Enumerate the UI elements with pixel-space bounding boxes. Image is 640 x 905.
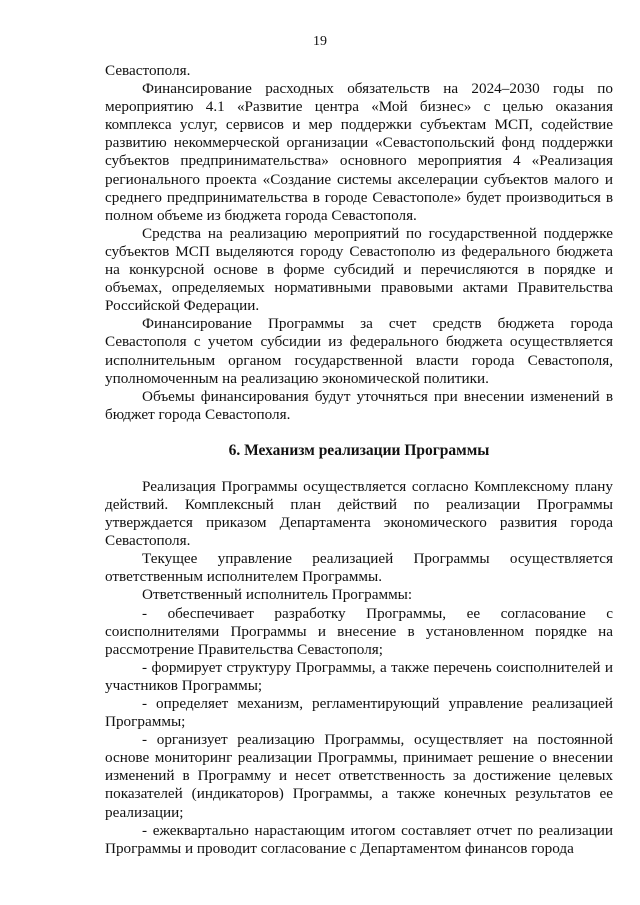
paragraph-financing-volumes: Объемы финансирования будут уточняться при внесении изменений в бюджет города Севастополя.	[105, 387, 613, 423]
list-item-development: - обеспечивает разработку Программы, ее согласование с соисполнителями Программы и внесение в установленном порядке на рассмотрение Правительства Севастополя;	[105, 604, 613, 658]
paragraph-executor-intro: Ответственный исполнитель Программы:	[142, 586, 413, 604]
list-item-mechanism: - определяет механизм, регламентирующий управление реализацией Программы;	[105, 695, 613, 731]
paragraph-federal-funds: Средства на реализацию мероприятий по государственной поддержке субъектов МСП выделяются городу Севастополю из федерального бюджета на конкурсной основе в форме субсидий и перечисляются в порядке и объемах, определяемых нормативными правовыми актами Правительства Российской Федерации.	[105, 224, 613, 315]
paragraph-current-management: Текущее управление реализацией Программы осуществляется ответственным исполнителем Программы.	[105, 550, 613, 586]
list-item-organization: - организует реализацию Программы, осуществляет на постоянной основе мониторинг реализации Программы, принимает решение о внесении изменений в Программу и несет ответственность за достижение целевых показателей (индикаторов) Программы, а также конечных результатов ее реализации;	[105, 731, 613, 821]
list-item-structure: - формирует структуру Программы, а также перечень соисполнителей и участников Программы;	[105, 658, 613, 694]
list-item-quarterly-report: - ежеквартально нарастающим итогом составляет отчет по реализации Программы и проводит согласование с Департаментом финансов города	[105, 821, 613, 857]
page-content	[105, 62, 613, 858]
paragraph-program-financing: Финансирование Программы за счет средств бюджета города Севастополя с учетом субсидии из федерального бюджета осуществляется исполнительным органом государственной власти города Севастополя, уполномоченным на реализацию экономической политики.	[105, 315, 613, 387]
paragraph-financing-measure: Финансирование расходных обязательств на 2024–2030 годы по мероприятию 4.1 «Развитие центра «Мой бизнес» с целью оказания комплекса услуг, сервисов и мер поддержки субъектам МСП, содействие развитию некоммерческой организации «Севастопольский фонд поддержки субъектов предпринимательства» основного мероприятия 4 «Реализация регионального проекта «Создание системы акселерации субъектов малого и среднего предпринимательства в городе Севастополе» будет производиться в полном объеме из бюджета города Севастополя.	[105, 80, 613, 224]
page-number: 19	[313, 34, 327, 49]
section-heading: 6. Механизм реализации Программы	[228, 441, 490, 459]
paragraph-implementation: Реализация Программы осуществляется согласно Комплексному плану действий. Комплексный план действий по реализации Программы утверждается приказом Департамента экономического развития города Севастополя.	[105, 477, 613, 550]
paragraph-continuation: Севастополя.	[105, 62, 191, 79]
